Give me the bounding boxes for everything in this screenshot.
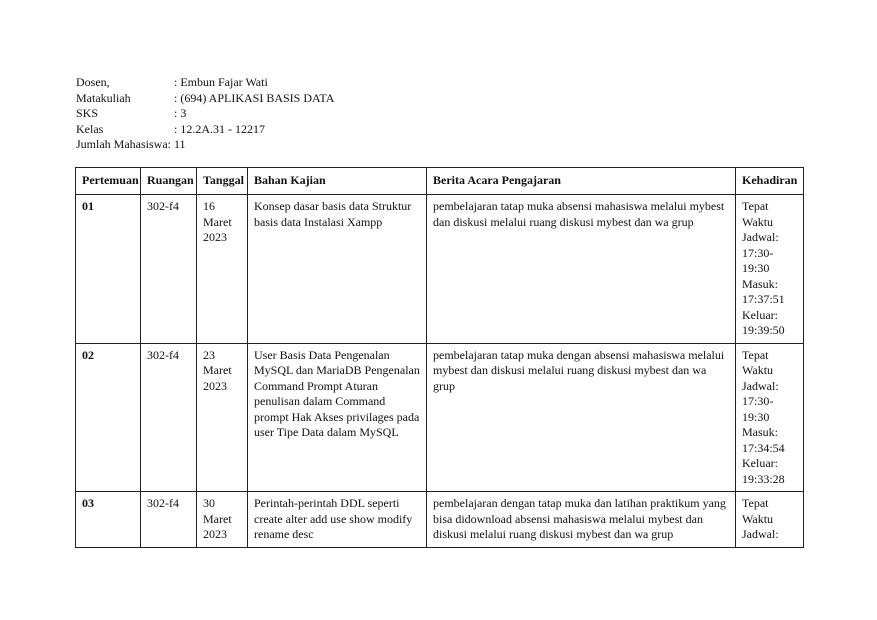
dosen-row <box>76 75 334 91</box>
table-row <box>76 343 804 492</box>
bahan-cell: Konsep dasar basis data Struktur basis data Instalasi Xampp <box>248 195 427 344</box>
table-row <box>76 195 804 344</box>
kehadiran-cell: Tepat Waktu Jadwal: 17:30-19:30 Masuk: 17:37:51 Keluar: 19:39:50 <box>736 195 804 344</box>
dosen-value: : Embun Fajar Wati <box>174 75 268 89</box>
kelas-value: : 12.2A.31 - 12217 <box>174 121 265 136</box>
course-header <box>76 75 334 153</box>
tanggal-cell: 16 Maret 2023 <box>197 195 248 344</box>
kelas-label: Kelas <box>76 121 104 136</box>
sks-label: SKS <box>76 106 99 120</box>
col-bahan-kajian: Bahan Kajian <box>248 168 427 195</box>
pertemuan-cell: 01 <box>76 195 141 344</box>
sks-value: : 3 <box>174 106 187 120</box>
table-row <box>76 492 804 548</box>
matakuliah-row <box>76 91 334 107</box>
jumlah-label: Jumlah Mahasiswa <box>76 137 168 151</box>
ruangan-cell: 302-f4 <box>141 343 197 492</box>
sks-row <box>76 106 334 122</box>
col-pertemuan: Pertemuan <box>76 168 141 195</box>
attendance-table <box>75 167 804 548</box>
ruangan-cell: 302-f4 <box>141 195 197 344</box>
berita-cell: pembelajaran dengan tatap muka dan latihan praktikum yang bisa didownload absensi mahasiswa melalui mybest dan diskusi melalui ruang diskusi mybest dan wa grup <box>427 492 736 548</box>
kehadiran-cell: Tepat Waktu Jadwal: <box>736 492 804 548</box>
bahan-cell: Perintah-perintah DDL seperti create alter add use show modify rename desc <box>248 492 427 548</box>
pertemuan-cell: 02 <box>76 343 141 492</box>
tanggal-cell: 23 Maret 2023 <box>197 343 248 492</box>
matakuliah-value: : (694) APLIKASI BASIS DATA <box>174 90 335 105</box>
col-tanggal: Tanggal <box>197 168 248 195</box>
ruangan-cell: 302-f4 <box>141 492 197 548</box>
jumlah-row <box>76 137 334 153</box>
dosen-label: Dosen, <box>76 75 110 89</box>
berita-cell: pembelajaran tatap muka absensi mahasiswa melalui mybest dan diskusi melalui ruang diskusi mybest dan wa grup <box>427 195 736 344</box>
col-ruangan: Ruangan <box>141 168 197 195</box>
table-header-row <box>76 168 804 195</box>
col-berita-acara: Berita Acara Pengajaran <box>427 168 736 195</box>
kehadiran-cell: Tepat Waktu Jadwal: 17:30-19:30 Masuk: 17:34:54 Keluar: 19:33:28 <box>736 343 804 492</box>
berita-cell: pembelajaran tatap muka dengan absensi mahasiswa melalui mybest dan diskusi melalui ruang diskusi mybest dan wa grup <box>427 343 736 492</box>
pertemuan-cell: 03 <box>76 492 141 548</box>
matakuliah-label: Matakuliah <box>76 90 131 105</box>
jumlah-value: : 11 <box>167 137 186 151</box>
bahan-cell: User Basis Data Pengenalan MySQL dan MariaDB Pengenalan Command Prompt Aturan penulisan dalam Command prompt Hak Akses privilages pada user Tipe Data dalam MySQL <box>248 343 427 492</box>
kelas-row <box>76 122 334 138</box>
tanggal-cell: 30 Maret 2023 <box>197 492 248 548</box>
col-kehadiran: Kehadiran <box>736 168 804 195</box>
